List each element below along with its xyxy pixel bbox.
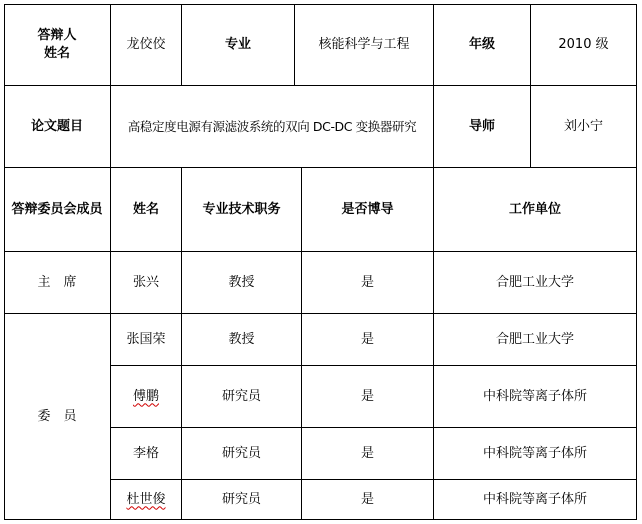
table-row-phd-supervisor: 是 xyxy=(302,252,434,314)
table-row-unit: 合肥工业大学 xyxy=(434,252,637,314)
column-header-name: 姓名 xyxy=(111,168,182,252)
table-row-name: 张兴 xyxy=(111,252,182,314)
major-value: 核能科学与工程 xyxy=(295,4,434,86)
column-header-title: 专业技术职务 xyxy=(182,168,302,252)
table-row-unit: 中科院等离子体所 xyxy=(434,428,637,480)
table-row-phd-supervisor: 是 xyxy=(302,428,434,480)
table-row-title: 教授 xyxy=(182,252,302,314)
table-row-unit: 中科院等离子体所 xyxy=(434,480,637,520)
grade-value: 2010 级 xyxy=(531,4,637,86)
member-label: 委 员 xyxy=(4,314,111,520)
table-row-title: 研究员 xyxy=(182,366,302,428)
column-header-unit: 工作单位 xyxy=(434,168,637,252)
defender-name: 龙佼佼 xyxy=(111,4,182,86)
column-header-phd-supervisor: 是否博导 xyxy=(302,168,434,252)
table-row-name: 李格 xyxy=(111,428,182,480)
table-row-title: 研究员 xyxy=(182,428,302,480)
table-row-name xyxy=(111,480,182,520)
table-row-phd-supervisor: 是 xyxy=(302,366,434,428)
thesis-title: 高稳定度电源有源滤波系统的双向 DC-DC 变换器研究 xyxy=(111,86,434,168)
table-row-phd-supervisor: 是 xyxy=(302,480,434,520)
chair-label: 主 席 xyxy=(4,252,111,314)
committee-label: 答辩委员会成员 xyxy=(4,168,111,252)
table-row-name xyxy=(111,366,182,428)
defender-label: 答辩人 姓名 xyxy=(4,4,111,86)
table-row-title: 研究员 xyxy=(182,480,302,520)
table-row-name: 张国荣 xyxy=(111,314,182,366)
advisor-label: 导师 xyxy=(434,86,531,168)
major-label: 专业 xyxy=(182,4,295,86)
table-row-unit: 中科院等离子体所 xyxy=(434,366,637,428)
table-row-phd-supervisor: 是 xyxy=(302,314,434,366)
grade-label: 年级 xyxy=(434,4,531,86)
thesis-label: 论文题目 xyxy=(4,86,111,168)
table-row-title: 教授 xyxy=(182,314,302,366)
member-name-text: 杜世俊 xyxy=(126,491,166,507)
table-row-unit: 合肥工业大学 xyxy=(434,314,637,366)
advisor-name: 刘小宁 xyxy=(531,86,637,168)
member-name-text: 傅鹏 xyxy=(132,388,159,404)
